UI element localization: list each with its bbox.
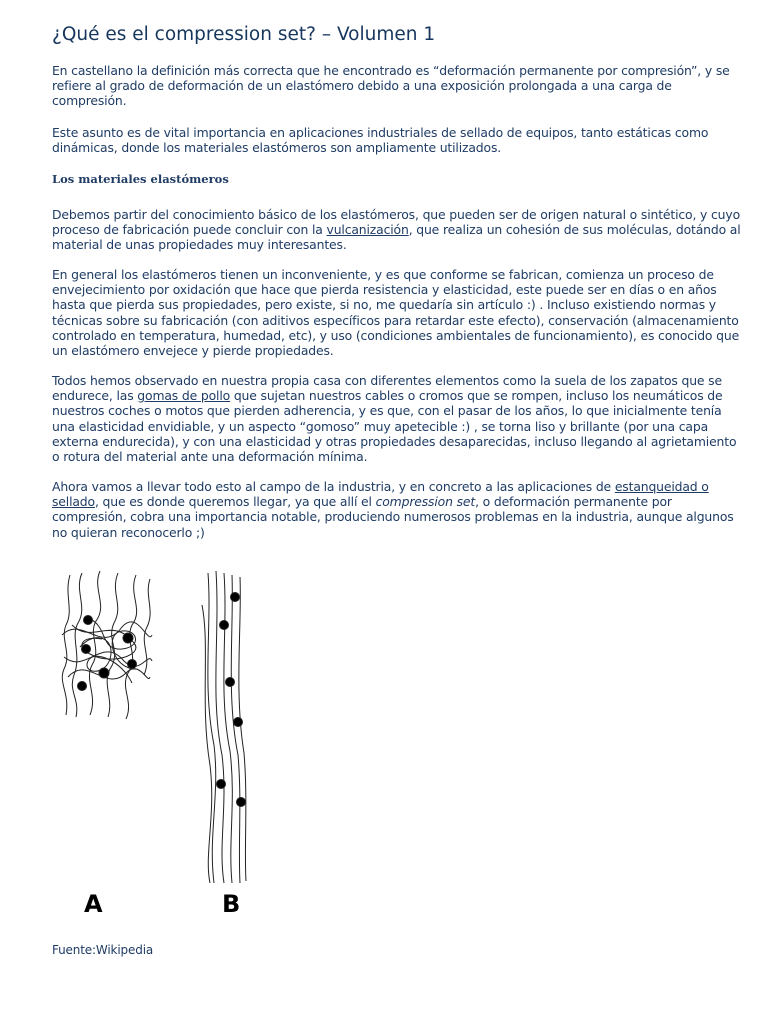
figure-label-a: A [84,890,103,918]
page-title: ¿Qué es el compression set? – Volumen 1 [52,24,436,45]
text: que sujetan nuestros cables o cromos que se rompen, incluso los neumáticos de nuestros coches o motos que pierden adherencia, y es que, con el pasar de los años, lo que inicialmente tenía una elasticidad envidiable, y un aspecto “gomoso” muy apetecible :) , se torna liso y brillante (por una capa externa endurecida), y con una elasticidad y otras propiedades desaparecidas, incluso llegando al agrietamiento o rotura del material ante una deformación mínima. [52,388,737,465]
paragraph-examples [52,373,744,464]
paragraph-aging: En general los elastómeros tienen un inconveniente, y es que conforme se fabrican, comienza un proceso de envejecimiento por oxidación que hace que pierda resistencia y elasticidad, este puede ser en días o en años hasta que pierda sus propiedades, pero existe, si no, me quedaría sin artículo :) . Incluso existiendo normas y técnicas sobre su fabricación (con aditivos específicos para retardar este efecto), conservación (almacenamiento controlado en temperatura, humedad, etc), y uso (condiciones ambientales de funcionamiento), es conocido que un elastómero envejece y pierde propiedades. [52,267,740,359]
paragraph-elastomers [52,207,744,253]
paragraph-importance: Este asunto es de vital importancia en aplicaciones industriales de sellado de equipos, tanto estáticas como dinámicas, donde los materiales elastómeros son ampliamente utilizados. [52,125,709,156]
source-caption: Fuente:Wikipedia [52,943,154,957]
link-vulcanizacion[interactable]: vulcanización [326,222,409,238]
text: , o deformación permanente por compresión, cobra una importancia notable, produciendo numerosos problemas en la industria, aunque algunos no quieran reconocerlo ;) [52,494,734,540]
polymer-figure [52,565,272,885]
figure-label-b: B [222,890,241,918]
text: , que realiza un cohesión de sus moléculas, dotándo al material de unas propiedades muy interesantes. [52,222,741,253]
text: Todos hemos observado en nuestra propia casa con diferentes elementos como la suela de los zapatos que se endurece, las [52,373,722,404]
text: Ahora vamos a llevar todo esto al campo de la industria, y en concreto a las aplicaciones de [52,479,615,494]
text: Debemos partir del conocimiento básico de los elastómeros, que pueden ser de origen natural o sintético, y cuyo proceso de fabricación puede concluir con la [52,207,741,238]
paragraph-definition: En castellano la definición más correcta que he encontrado es “deformación permanente por compresión”, y se refiere al grado de deformación de un elastómero debido a una exposición prolongada a una carga de compresión. [52,63,730,109]
paragraph-industry [52,479,744,540]
tangled-chains-a [62,571,152,719]
aligned-chains-b [202,571,246,883]
section-heading: Los materiales elastómeros [52,172,229,186]
link-estanqueidad[interactable]: estanqueidad o sellado [52,479,709,510]
italic-term: compression set [375,494,476,510]
text: , que es donde queremos llegar, ya que allí el [94,494,376,510]
link-gomas-de-pollo[interactable]: gomas de pollo [137,388,231,404]
